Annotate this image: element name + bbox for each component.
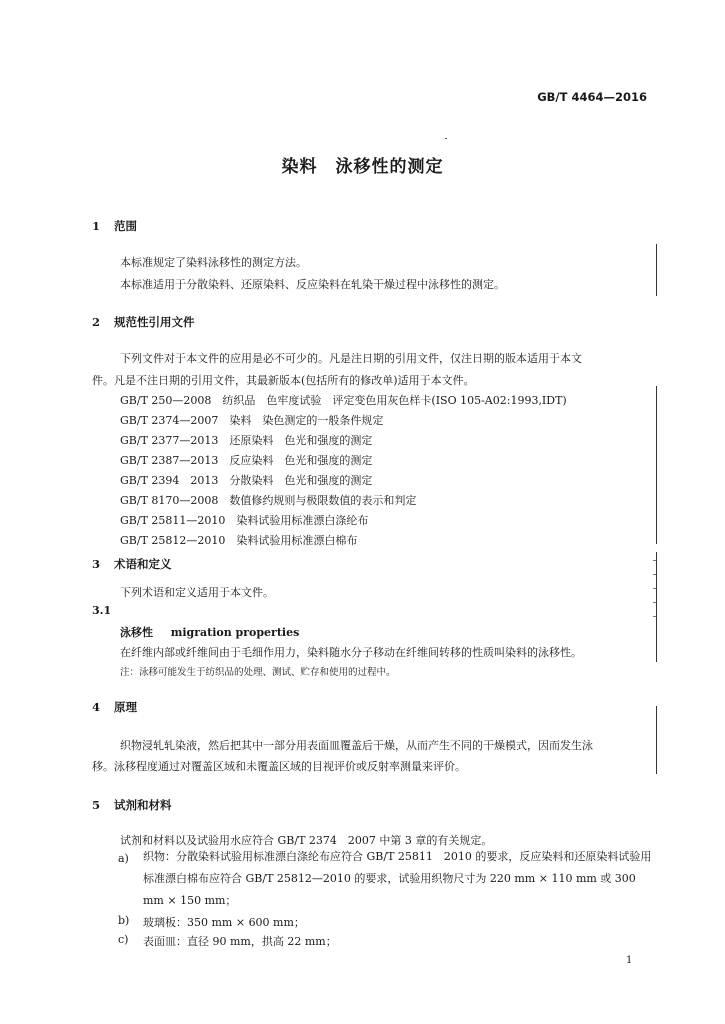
scan-speck: [445, 138, 447, 139]
page-number: 1: [626, 955, 633, 966]
list-item-label: c): [118, 933, 129, 946]
paragraph-line: 下列术语和定义适用于本文件。: [120, 586, 274, 599]
reference-item: GB/T 2394 2013 分散染料 色光和强度的测定: [120, 474, 373, 487]
term-heading: [120, 624, 299, 640]
paragraph-line: 移。泳移程度通过对覆盖区域和未覆盖区域的目视评价或反射率测量来评价。: [92, 760, 466, 773]
list-item-label: a): [118, 852, 129, 865]
section-heading-principle: [92, 699, 137, 715]
revision-bar: [656, 386, 657, 544]
section-title: 规范性引用文件: [114, 315, 195, 329]
paragraph-line: 试剂和材料以及试验用水应符合 GB/T 2374 2007 中第 3 章的有关规定。: [120, 834, 493, 847]
section-number: 5: [92, 798, 101, 812]
section-title: 范围: [114, 219, 137, 233]
list-item-label: b): [118, 914, 130, 927]
revision-bar: [656, 244, 657, 296]
section-number: 1: [92, 219, 101, 233]
reference-item: GB/T 2377—2013 还原染料 色光和强度的测定: [120, 434, 373, 447]
paragraph-line: 件。凡是不注日期的引用文件，其最新版本(包括所有的修改单)适用于本文件。: [92, 374, 475, 387]
revision-bar: [656, 706, 657, 774]
term-chinese: 泳移性: [120, 626, 153, 639]
reference-item: GB/T 250—2008 纺织品 色牢度试验 评定变色用灰色样卡(ISO 105-A02:1993,IDT): [120, 394, 567, 407]
revision-tick: [653, 560, 656, 561]
section-number: 2: [92, 315, 101, 329]
list-item-text: 表面皿：直径 90 mm，拱高 22 mm；: [143, 935, 337, 948]
list-item-text: 玻璃板：350 mm × 600 mm；: [143, 916, 305, 929]
revision-tick: [653, 574, 656, 575]
term-entry-number: 3.1: [92, 604, 112, 617]
section-heading-scope: [92, 218, 137, 234]
paragraph-line: 本标准规定了染料泳移性的测定方法。: [120, 256, 307, 269]
reference-item: GB/T 25811—2010 染料试验用标准漂白涤纶布: [120, 514, 369, 527]
reference-item: GB/T 25812—2010 染料试验用标准漂白棉布: [120, 534, 358, 547]
revision-tick: [653, 588, 656, 589]
reference-item: GB/T 2387—2013 反应染料 色光和强度的测定: [120, 454, 373, 467]
section-heading-normative-refs: [92, 314, 195, 330]
revision-tick: [653, 616, 656, 617]
reference-item: GB/T 8170—2008 数值修约规则与极限数值的表示和判定: [120, 494, 417, 507]
revision-tick: [653, 602, 656, 603]
list-item-text: 织物：分散染料试验用标准漂白涤纶布应符合 GB/T 25811 2010 的要求，反应染料和还原染料试验用标准漂白棉布应符合 GB/T 25812—2010 的要求，试验用织物尺寸为 220 mm × 110 mm 或 300 mm × 150 mm；: [143, 850, 652, 907]
term-english: migration properties: [170, 626, 300, 639]
revision-bar: [656, 552, 657, 662]
term-definition: 在纤维内部或纤维间由于毛细作用力，染料随水分子移动在纤维间转移的性质叫染料的泳移性。: [120, 646, 582, 659]
section-title: 术语和定义: [114, 557, 172, 571]
section-title: 试剂和材料: [114, 798, 172, 812]
section-number: 3: [92, 557, 101, 571]
term-note: 注：泳移可能发生于纺织品的处理、测试、贮存和使用的过程中。: [120, 667, 396, 678]
paragraph-line: 织物浸轧轧染液，然后把其中一部分用表面皿覆盖后干燥，从而产生不同的干燥模式，因而发生泳: [120, 739, 593, 752]
section-title: 原理: [114, 700, 137, 714]
paragraph-line: 下列文件对于本文件的应用是必不可少的。凡是注日期的引用文件，仅注日期的版本适用于本文: [120, 352, 582, 365]
standard-number: GB/T 4464—2016: [537, 90, 647, 104]
document-title: 染料 泳移性的测定: [281, 157, 444, 177]
section-heading-reagents: [92, 797, 172, 813]
reference-item: GB/T 2374—2007 染料 染色测定的一般条件规定: [120, 414, 384, 427]
section-heading-terms: [92, 556, 172, 572]
section-number: 4: [92, 700, 101, 714]
paragraph-line: 本标准适用于分散染料、还原染料、反应染料在轧染干燥过程中泳移性的测定。: [120, 278, 505, 291]
